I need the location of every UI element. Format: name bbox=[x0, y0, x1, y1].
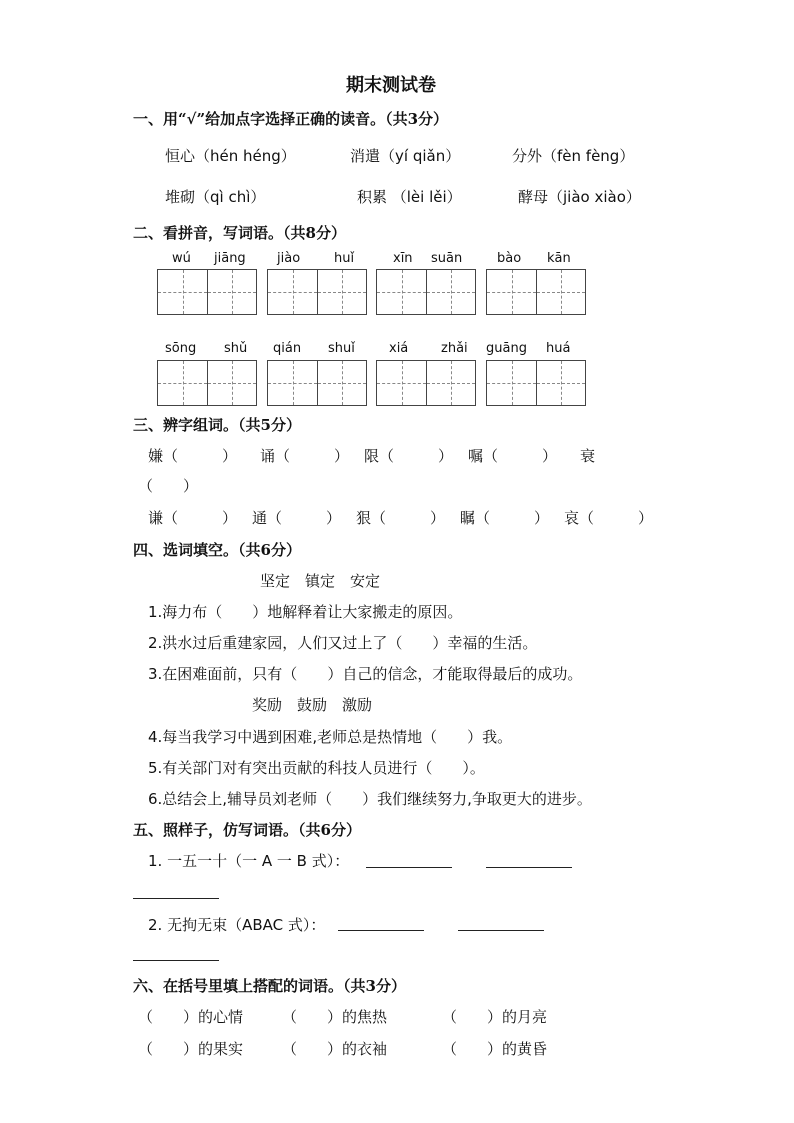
answer-blank[interactable] bbox=[458, 930, 544, 931]
word-choices: 奖励 鼓励 激励 bbox=[252, 696, 373, 714]
word-item: 瞩（ bbox=[460, 509, 491, 527]
word-item: ） bbox=[438, 447, 454, 465]
word-item: ） bbox=[334, 447, 350, 465]
pinyin-label: guāng bbox=[486, 341, 527, 356]
question: 1.海力布（ ）地解释着让大家搬走的原因。 bbox=[148, 603, 463, 621]
word-item: 限（ bbox=[364, 447, 395, 465]
reading-item: 堆砌（qì chì） bbox=[165, 188, 266, 206]
pinyin-label: bào bbox=[497, 251, 522, 266]
pinyin-label: huá bbox=[546, 341, 571, 356]
answer-blank[interactable] bbox=[338, 930, 424, 931]
writing-grid[interactable] bbox=[267, 360, 367, 406]
writing-grid[interactable] bbox=[486, 360, 586, 406]
reading-item: 积累 （lèi lěi） bbox=[357, 188, 462, 206]
question: 5.有关部门对有突出贡献的科技人员进行（ ）。 bbox=[148, 759, 485, 777]
word-item: ） bbox=[430, 509, 446, 527]
writing-grid[interactable] bbox=[267, 269, 367, 315]
reading-item: 恒心（hén héng） bbox=[165, 147, 296, 165]
reading-item: 分外（fèn fèng） bbox=[512, 147, 635, 165]
pinyin-label: wú bbox=[172, 251, 191, 266]
answer-blank[interactable] bbox=[133, 898, 219, 899]
pinyin-label: xiá bbox=[389, 341, 409, 356]
section-2-heading: 二、看拼音，写词语。（共8分） bbox=[133, 224, 346, 242]
pinyin-label: xīn bbox=[393, 251, 413, 266]
word-item: ） bbox=[326, 509, 342, 527]
word-item: ） bbox=[542, 447, 558, 465]
question: 2.洪水过后重建家园，人们又过上了（ ）幸福的生活。 bbox=[148, 634, 538, 652]
reading-item: 消遣（yí qiǎn） bbox=[350, 147, 461, 165]
word-item: ） bbox=[638, 509, 654, 527]
word-item: 嘱（ bbox=[468, 447, 499, 465]
pinyin-label: jiāng bbox=[214, 251, 246, 266]
pinyin-label: suān bbox=[431, 251, 463, 266]
pinyin-label: qián bbox=[273, 341, 302, 356]
answer-blank[interactable] bbox=[133, 960, 219, 961]
pinyin-label: sōng bbox=[165, 341, 197, 356]
pinyin-label: huǐ bbox=[334, 251, 355, 266]
section-4-heading: 四、选词填空。（共6分） bbox=[133, 541, 301, 559]
writing-grid[interactable] bbox=[376, 269, 476, 315]
reading-item: 酵母（jiào xiào） bbox=[518, 188, 641, 206]
pinyin-label: jiào bbox=[277, 251, 301, 266]
answer-blank[interactable] bbox=[486, 867, 572, 868]
word-item: 衰 bbox=[580, 447, 596, 465]
phrase-item: （ ）的月亮 bbox=[442, 1008, 548, 1026]
question: 4.每当我学习中遇到困难,老师总是热情地（ ）我。 bbox=[148, 728, 513, 746]
writing-grid[interactable] bbox=[157, 269, 257, 315]
word-item: 嫌（ bbox=[148, 447, 179, 465]
answer-blank[interactable] bbox=[366, 867, 452, 868]
writing-grid[interactable] bbox=[486, 269, 586, 315]
phrase-item: （ ）的心情 bbox=[138, 1008, 244, 1026]
question: 2. 无拘无束（ABAC 式）： bbox=[148, 916, 326, 934]
writing-grid[interactable] bbox=[376, 360, 476, 406]
word-item: 通（ bbox=[252, 509, 283, 527]
phrase-item: （ ）的黄昏 bbox=[442, 1040, 548, 1058]
question: 6.总结会上,辅导员刘老师（ ）我们继续努力,争取更大的进步。 bbox=[148, 790, 592, 808]
pinyin-label: kān bbox=[547, 251, 571, 266]
section-5-heading: 五、照样子，仿写词语。（共6分） bbox=[133, 821, 361, 839]
pinyin-label: shǔ bbox=[224, 341, 248, 356]
word-item: ） bbox=[222, 447, 238, 465]
word-item: （ ） bbox=[138, 477, 199, 495]
word-choices: 坚定 镇定 安定 bbox=[260, 572, 381, 590]
word-item: 诵（ bbox=[260, 447, 291, 465]
phrase-item: （ ）的焦热 bbox=[282, 1008, 388, 1026]
writing-grid[interactable] bbox=[157, 360, 257, 406]
phrase-item: （ ）的衣袖 bbox=[282, 1040, 388, 1058]
section-3-heading: 三、辨字组词。（共5分） bbox=[133, 416, 301, 434]
word-item: 哀（ bbox=[564, 509, 595, 527]
pinyin-label: zhǎi bbox=[441, 341, 468, 356]
word-item: ） bbox=[534, 509, 550, 527]
pinyin-label: shuǐ bbox=[328, 341, 355, 356]
section-1-heading: 一、用“√”给加点字选择正确的读音。（共3分） bbox=[133, 110, 449, 128]
phrase-item: （ ）的果实 bbox=[138, 1040, 244, 1058]
word-item: ） bbox=[222, 509, 238, 527]
word-item: 谦（ bbox=[148, 509, 179, 527]
word-item: 狠（ bbox=[356, 509, 387, 527]
section-6-heading: 六、在括号里填上搭配的词语。（共3分） bbox=[133, 977, 406, 995]
question: 3.在困难面前，只有（ ）自己的信念，才能取得最后的成功。 bbox=[148, 665, 583, 683]
question: 1. 一五一十（一 A 一 B 式）： bbox=[148, 852, 350, 870]
page-title: 期末测试卷 bbox=[346, 75, 436, 96]
